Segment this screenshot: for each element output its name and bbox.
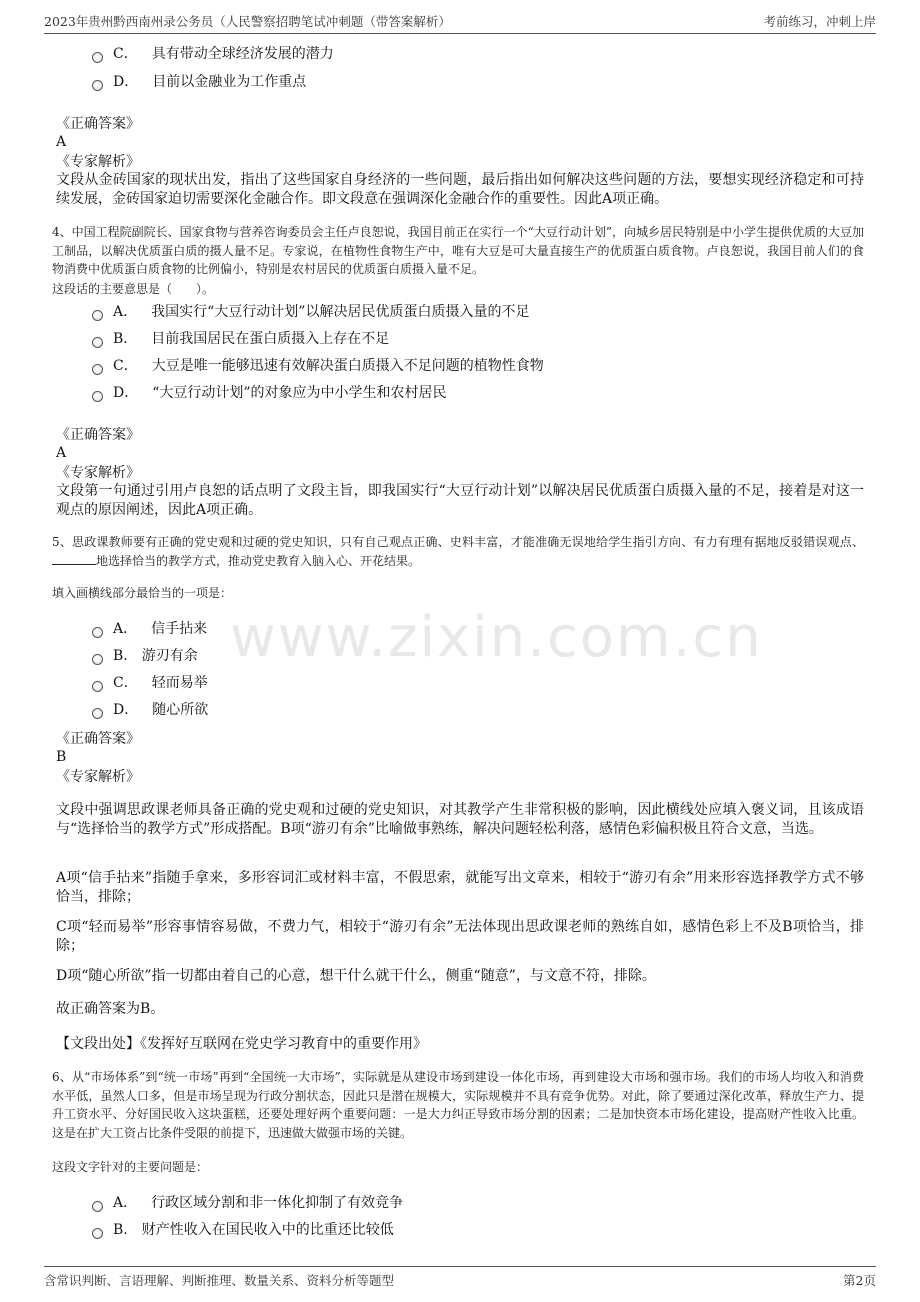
q5-analysis-c: C项“轻而易举”形容事情容易做，不费力气，相较于“游刃有余”无法体现出思政课老师的熟练自如，感情色彩上不及B项恰当，排除； bbox=[56, 919, 864, 954]
q3-option-c[interactable]: C． 具有带动全球经济发展的潜力 bbox=[92, 44, 334, 64]
fill-blank bbox=[52, 553, 96, 565]
q4-option-b[interactable]: B． 目前我国居民在蛋白质摄入上存在不足 bbox=[92, 329, 389, 349]
q4-answer: A bbox=[56, 445, 67, 461]
q5-option-c[interactable]: C． 轻而易举 bbox=[92, 673, 208, 693]
q5-option-a[interactable]: A． 信手拈来 bbox=[92, 619, 207, 639]
q4-analysis: 文段第一句通过引用卢良恕的话点明了文段主旨，即我国实行“大豆行动计划”以解决居民优质蛋白质摄入量的不足，接着是对这一观点的原因阐述，因此A项正确。 bbox=[56, 483, 864, 518]
q5-answer: B bbox=[56, 749, 67, 765]
q5-stem: 5、思政课教师要有正确的党史观和过硬的党史知识，只有自己观点正确、史料丰富，才能准确无误地给学生指引方向、有力有理有据地反驳错误观点、地选择恰当的教学方式，推动党史教育入脑入心、开花结果。 bbox=[52, 535, 864, 568]
q5-analysis-a: A项“信手拈来”指随手拿来，多形容词汇或材料丰富，不假思索，就能写出文章来，相较于“游刃有余”用来形容选择教学方式不够恰当，排除； bbox=[56, 870, 864, 905]
q5-conclusion: 故正确答案为B。 bbox=[56, 1001, 165, 1017]
page-footer bbox=[44, 1266, 876, 1290]
q6-option-b[interactable]: B. 财产性收入在国民收入中的比重还比较低 bbox=[92, 1220, 394, 1240]
radio-icon[interactable] bbox=[92, 391, 103, 402]
q5-option-d[interactable]: D． 随心所欲 bbox=[92, 700, 208, 720]
radio-icon[interactable] bbox=[92, 1228, 103, 1239]
q5-analysis-d: D项“随心所欲”指一切都由着自己的心意，想干什么就干什么，侧重“随意”，与文意不符，排除。 bbox=[56, 968, 656, 984]
q5-prompt: 填入画横线部分最恰当的一项是： bbox=[52, 586, 233, 600]
q4-option-d[interactable]: D． “大豆行动计划”的对象应为中小学生和农村居民 bbox=[92, 383, 447, 403]
radio-icon[interactable] bbox=[92, 310, 103, 321]
radio-icon[interactable] bbox=[92, 337, 103, 348]
q3-analysis-title: 《专家解析》 bbox=[56, 154, 140, 170]
header-title: 2023年贵州黔西南州录公务员（人民警察招聘笔试冲刺题（带答案解析） bbox=[44, 14, 451, 29]
q6-prompt: 这段文字针对的主要问题是： bbox=[52, 1160, 209, 1174]
radio-icon[interactable] bbox=[92, 681, 103, 692]
q5-analysis-main: 文段中强调思政课老师具备正确的党史观和过硬的党史知识，对其教学产生非常积极的影响，因此横线处应填入褒义词，且该成语与“选择恰当的教学方式”形成搭配。B项“游刃有余”比喻做事熟练，解决问题轻松利落，感情色彩偏积极且符合文意，当选。 bbox=[56, 802, 864, 837]
watermark: www.zixin.com.cn bbox=[230, 605, 763, 670]
q4-option-a[interactable]: A． 我国实行“大豆行动计划”以解决居民优质蛋白质摄入量的不足 bbox=[92, 302, 529, 322]
page-number: 第2页 bbox=[843, 1273, 876, 1288]
q5-option-b[interactable]: B. 游刃有余 bbox=[92, 646, 198, 666]
radio-icon[interactable] bbox=[92, 654, 103, 665]
q5-analysis-title: 《专家解析》 bbox=[56, 769, 140, 785]
q4-analysis-title: 《专家解析》 bbox=[56, 465, 140, 481]
q3-answer-title: 《正确答案》 bbox=[56, 116, 140, 132]
q4-stem: 4、中国工程院副院长、国家食物与营养咨询委员会主任卢良恕说，我国目前正在实行一个“大豆行动计划”，向城乡居民特别是中小学生提供优质的大豆加工制品，以解决优质蛋白质的摄人量不足。专家说，在植物性食物生产中，唯有大豆是可大量直接生产的优质蛋白质食物。卢良恕说，我国目前人们的食物消费中优质蛋白质食物的比例偏小，特别是农村居民的优质蛋白质摄入量不足。 bbox=[52, 225, 864, 276]
q6-option-a[interactable]: A． 行政区域分割和非一体化抑制了有效竞争 bbox=[92, 1193, 403, 1213]
footer-topics: 含常识判断、言语理解、判断推理、数量关系、资料分析等题型 bbox=[44, 1273, 395, 1288]
page-header bbox=[44, 10, 876, 34]
radio-icon[interactable] bbox=[92, 627, 103, 638]
radio-icon[interactable] bbox=[92, 1201, 103, 1212]
radio-icon[interactable] bbox=[92, 708, 103, 719]
radio-icon[interactable] bbox=[92, 364, 103, 375]
q5-source: 【文段出处】《发挥好互联网在党史学习教育中的重要作用》 bbox=[56, 1036, 427, 1052]
header-slogan: 考前练习，冲刺上岸 bbox=[763, 14, 876, 29]
q4-option-c[interactable]: C． 大豆是唯一能够迅速有效解决蛋白质摄入不足问题的植物性食物 bbox=[92, 356, 544, 376]
q4-prompt: 这段话的主要意思是（ ）。 bbox=[52, 282, 215, 296]
q3-answer: A bbox=[56, 134, 67, 150]
q3-option-d[interactable]: D． 目前以金融业为工作重点 bbox=[92, 72, 306, 92]
radio-icon[interactable] bbox=[92, 80, 103, 91]
q5-answer-title: 《正确答案》 bbox=[56, 731, 140, 747]
q3-analysis: 文段从金砖国家的现状出发，指出了这些国家自身经济的一些问题，最后指出如何解决这些问题的方法，要想实现经济稳定和可持续发展，金砖国家迫切需要深化金融合作。即文段意在强调深化金融合作的重要性。因此A项正确。 bbox=[56, 172, 864, 207]
q4-answer-title: 《正确答案》 bbox=[56, 427, 140, 443]
q6-stem: 6、从“市场体系”到“统一市场”再到“全国统一大市场”，实际就是从建设市场到建设一体化市场，再到建设大市场和强市场。我们的市场人均收入和消费水平低，虽然人口多，但是市场呈现为行政分割状态，因此只是潜在规模大，实际规模并不具有竞争优势。对此，除了要通过深化改革，释放生产力、提升工资水平、分好国民收入这块蛋糕，还要处理好两个重要问题：一是大力纠正导致市场分割的因素；二是加快资本市场化建设，提高财产性收入比重。这是在扩大工资占比条件受限的前提下，迅速做大做强市场的关键。 bbox=[52, 1070, 864, 1140]
radio-icon[interactable] bbox=[92, 52, 103, 63]
